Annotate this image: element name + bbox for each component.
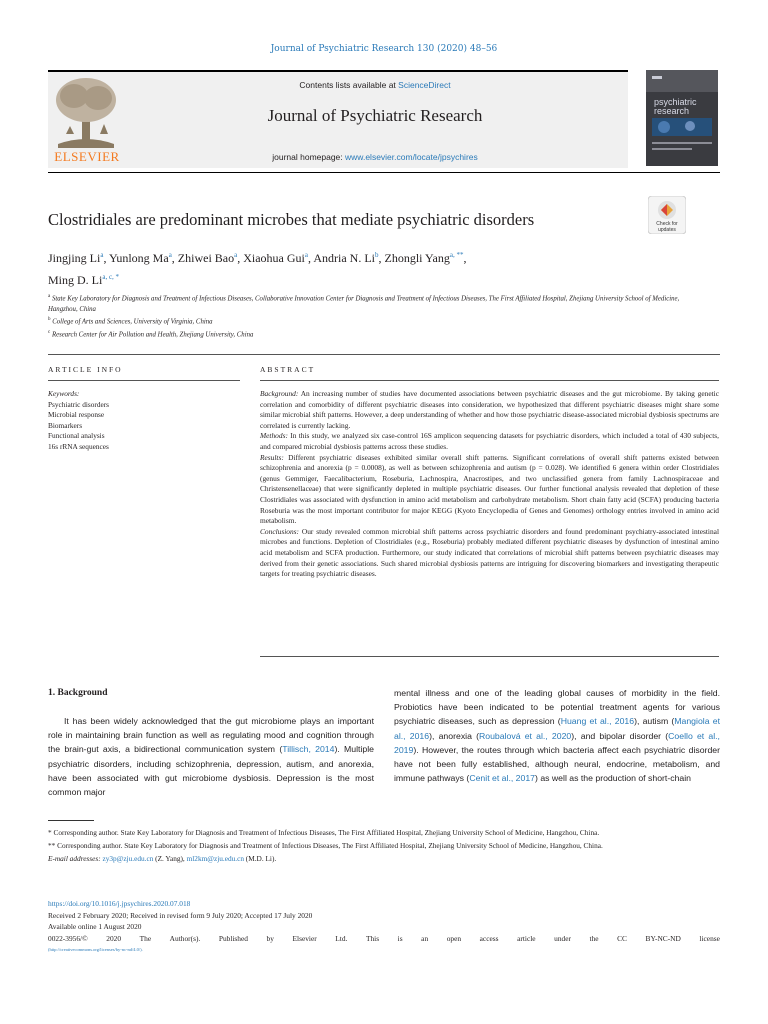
author[interactable] <box>385 251 467 265</box>
author-affiliation-mark[interactable]: a, c, * <box>102 273 120 281</box>
contents-line <box>160 80 590 90</box>
author-affiliation-mark[interactable]: a <box>168 251 172 259</box>
cover-artwork <box>646 70 718 166</box>
license-word: The <box>139 933 152 943</box>
license-word: under <box>554 933 571 943</box>
author-list <box>48 246 648 290</box>
online-date: Available online 1 August 2020 <box>48 922 142 931</box>
keyword-item: 16s rRNA sequences <box>48 441 109 451</box>
author-separator: , <box>237 251 244 265</box>
license-word: Elsevier <box>292 933 317 943</box>
author-separator: , <box>171 251 178 265</box>
email-owner: (M.D. Li). <box>243 854 277 863</box>
affiliation-mark: b <box>48 317 51 323</box>
license-word: This <box>365 933 380 943</box>
license-word: an <box>421 933 429 943</box>
affiliation-item <box>48 292 688 315</box>
body-column-right <box>394 686 720 785</box>
affiliation-mark: a <box>48 294 51 299</box>
citation-link[interactable]: Tillisch, 2014 <box>282 744 335 755</box>
author-name: Zhiwei Bao <box>177 251 235 265</box>
article-title: Clostridiales are predominant microbes that mediate psychiatric disorders <box>48 210 535 229</box>
license-word: 2020 <box>106 933 122 943</box>
abstract-label: Methods: <box>260 431 288 441</box>
article-info-heading: ARTICLE INFO <box>48 365 123 374</box>
author-affiliation-mark[interactable]: a <box>234 251 238 259</box>
citation-link[interactable]: Roubalová et al., 2020 <box>479 730 572 741</box>
author[interactable] <box>109 251 178 265</box>
affiliations <box>48 292 688 341</box>
author-separator: , <box>103 251 110 265</box>
abstract-text: Different psychiatric diseases exhibited similar overall shift patterns. Significant correlations of overall shift patterns existed between schizophrenia and anorexia (p = 0.0008), as well as between schizophrenia and autism (p = 0.028). We identified 6 genera within order Clostridiales (genus Gemmiger, Faecalibacterium, Roseburia, Lachnospira, Anacrostipes, and two unclassified genera from family Lachnospiraceae and Christensenellaceae) that were significantly depleted in multiple psychiatric diseases. Our further functional analysis revealed that depletion of these Clostridiales was associated with dysfunction in amino acid metabolism and carbohydrate metabolism. Short chain fatty acid (SCFA) producing bacteria Roseburia was the most important contributor for major KEGG (Kyoto Encyclopedia of Genes and Genomes) orthology entries involved in amino acid metabolism. <box>260 452 719 526</box>
abstract-text: An increasing number of studies have documented associations between psychiatric diseases and the gut microbiome. By taking genetic correlation and comorbidity of different psychiatric diseases into consideration, we hypothesized that different psychiatric diseases might share some similar microbial shift patterns. However, a deep understanding of whether and how those psychiatric disease-associated microbial dysbiosis spectrums are correlated is currently lacking. <box>260 389 719 430</box>
license-word: Published <box>218 933 248 943</box>
author-separator: , <box>463 251 467 265</box>
license-word: open <box>446 933 462 943</box>
affiliation-text: Research Center for Air Pollution and Health, Zhejiang University, China <box>51 331 254 339</box>
publication-info <box>48 898 720 956</box>
email-owner: (Z. Yang), <box>153 854 187 863</box>
body-text: ), anorexia ( <box>429 730 479 741</box>
received-dates: Received 2 February 2020; Received in revised form 9 July 2020; Accepted 17 July 2020 <box>48 910 313 920</box>
email-link[interactable]: ml2km@zju.edu.cn <box>186 854 244 863</box>
abstract-label: Results: <box>260 452 284 462</box>
body-text: ). However, the routes through which bacteria affect each psychiatric disorder have not been fully established, although neural, endocrine, metabolism, and immune pathways ( <box>394 744 720 784</box>
homepage-prefix: journal homepage: <box>272 152 346 162</box>
keywords-label: Keywords: <box>48 389 80 398</box>
affiliation-text: College of Arts and Sciences, University of Virginia, China <box>52 318 213 326</box>
keyword-item: Psychiatric disorders <box>48 399 109 409</box>
abstract-results <box>260 453 719 527</box>
cover-title-line: psychiatric <box>654 97 697 107</box>
footnote-corresponding-1: * Corresponding author. State Key Laboratory for Diagnosis and Treatment of Infectious Diseases, The First Affiliated Hospital, Zhejiang University School of Medicine, Hangzhou, China. <box>48 828 600 837</box>
crossmark-label: Check for <box>656 221 678 227</box>
author-affiliation-mark[interactable]: b <box>375 251 379 259</box>
abstract-label: Conclusions: <box>260 526 300 536</box>
contents-prefix: Contents lists available at <box>299 80 399 90</box>
author-separator: , <box>378 251 385 265</box>
license-word: 0022-3956/© <box>48 933 88 943</box>
abstract-label: Background: <box>260 389 299 398</box>
email-label: E-mail addresses: <box>48 854 101 863</box>
elsevier-wordmark: ELSEVIER <box>54 149 120 164</box>
license-word: Ltd. <box>335 933 348 943</box>
abstract-rule <box>260 380 719 381</box>
license-word: by <box>266 933 274 943</box>
abstract-text: In this study, we analyzed six case-control 16S amplicon sequencing datasets for psychiatric disorders, which included a total of 430 subjects, and compared microbial dysbiosis patterns across these studies. <box>260 431 719 451</box>
affiliation-text: State Key Laboratory for Diagnosis and Treatment of Infectious Diseases, Collaborative Innovation Center for Diagnosis and Treatment of Infectious Diseases, The First Affiliated Hospital, Zhejiang University School of Medicine, Hangzhou, China <box>48 295 680 313</box>
license-line <box>48 933 720 945</box>
journal-cover-thumbnail[interactable] <box>646 70 718 166</box>
author[interactable] <box>48 251 109 265</box>
body-text: It has been widely acknowledged that the gut microbiome plays an important role in maintaining brain function as well as regulating mood and cognition through the brain-gut axis, a bidirectional communication system ( <box>48 716 374 755</box>
email-line <box>48 852 720 865</box>
body-text: ) as well as the production of short-chain <box>535 773 691 784</box>
footnotes <box>48 826 720 865</box>
cover-title-line: research <box>654 106 690 116</box>
keyword-item: Microbial response <box>48 410 105 420</box>
author-name: Ming D. Li <box>48 273 103 287</box>
abstract-text: Our study revealed common microbial shift patterns across psychiatric disorders and found predominant psychiatry-associated intestinal microbes and functions. Depletion of Clostridiales (e.g., Roseburia) probably mediated different psychiatric diseases by dysfunction of intestinal amino acid metabolism and SCFA production. Furthermore, our study indicated that correlations of microbial shift patterns between psychiatric diseases may derived from their genetic associations. Such shared microbial dysbiosis patterns are intriguing for discovering biomarkers and investigating therapeutic targets for treating psychiatric diseases. <box>260 526 719 579</box>
section-heading: 1. Background <box>48 688 108 698</box>
abstract-conclusions <box>260 527 719 580</box>
affiliation-item <box>48 328 688 341</box>
citation-link[interactable]: Coello et al., 2019 <box>394 730 720 755</box>
citation-link[interactable]: Cenit et al., 2017 <box>469 773 536 784</box>
author-name: Zhongli Yang <box>384 251 450 265</box>
license-word: is <box>397 933 403 943</box>
body-column-left <box>48 714 374 799</box>
keyword-item: Biomarkers <box>48 420 83 430</box>
body-text: ). Multiple psychiatric disorders, including schizophrenia, depression, autism, and anorexia, have been associated with gut microbiome dysbiosis. Depression is the most common major <box>48 744 374 798</box>
abstract-background <box>260 389 719 431</box>
affiliation-mark: c <box>48 330 51 336</box>
journal-homepage-line <box>160 152 590 162</box>
email-link[interactable]: zy3p@zju.edu.cn <box>102 854 154 863</box>
author[interactable] <box>48 273 119 287</box>
author-name: Yunlong Ma <box>109 251 169 265</box>
license-word: BY-NC-ND <box>645 933 681 943</box>
author-affiliation-mark[interactable]: a, ** <box>449 251 464 259</box>
abstract-end-rule <box>260 656 719 657</box>
keywords-block <box>48 389 228 453</box>
abstract-body <box>260 389 719 580</box>
license-word: article <box>517 933 536 943</box>
keyword-item: Functional analysis <box>48 431 105 441</box>
sciencedirect-link[interactable]: ScienceDirect <box>398 80 451 90</box>
crossmark-label: updates <box>658 227 676 233</box>
journal-name[interactable]: Journal of Psychiatric Research <box>267 106 483 125</box>
homepage-link[interactable]: www.elsevier.com/locate/jpsychires <box>345 152 478 162</box>
article-info-rule <box>48 380 240 381</box>
author-name: Andria N. Li <box>313 251 375 265</box>
section-divider <box>48 354 720 355</box>
author-affiliation-mark[interactable]: a <box>304 251 308 259</box>
author[interactable] <box>243 251 313 265</box>
license-word: CC <box>617 933 627 943</box>
body-text: mental illness and one of the leading global causes of morbidity in the field. Probiotics have been indicated to be potential treatment agents for various psychiatric diseases, such as depression ( <box>394 688 720 727</box>
header-divider <box>48 172 720 173</box>
author-name: Xiaohua Gui <box>243 251 305 265</box>
footnote-corresponding-2: ** Corresponding author. State Key Laboratory for Diagnosis and Treatment of Infectious Diseases, The First Affiliated Hospital, Zhejiang University School of Medicine, Hangzhou, China. <box>48 841 603 850</box>
abstract-heading: ABSTRACT <box>260 365 316 374</box>
license-url-link[interactable]: (http://creativecommons.org/licenses/by-nc-nd/4.0/). <box>48 947 143 952</box>
author-name: Jingjing Li <box>48 251 101 265</box>
author-separator: , <box>308 251 314 265</box>
running-head[interactable]: Journal of Psychiatric Research 130 (2020) 48–56 <box>270 44 498 54</box>
doi-link[interactable]: https://doi.org/10.1016/j.jpsychires.2020.07.018 <box>48 899 191 908</box>
author-affiliation-mark[interactable]: a <box>100 251 104 259</box>
cover-title <box>654 98 697 116</box>
body-text: ), and bipolar disorder ( <box>571 730 669 741</box>
license-word: Author(s). <box>169 933 201 943</box>
check-for-updates-badge[interactable] <box>648 196 686 234</box>
author[interactable] <box>178 251 243 265</box>
footnote-rule <box>48 820 94 821</box>
citation-link[interactable]: Mangiola et al., 2016 <box>394 716 720 741</box>
body-text: ), autism ( <box>634 716 675 727</box>
license-word: the <box>589 933 599 943</box>
author[interactable] <box>313 251 384 265</box>
citation-link[interactable]: Huang et al., 2016 <box>560 716 635 727</box>
license-word: access <box>479 933 499 943</box>
affiliation-item <box>48 315 688 328</box>
abstract-methods <box>260 431 719 452</box>
license-word: license <box>699 933 720 943</box>
